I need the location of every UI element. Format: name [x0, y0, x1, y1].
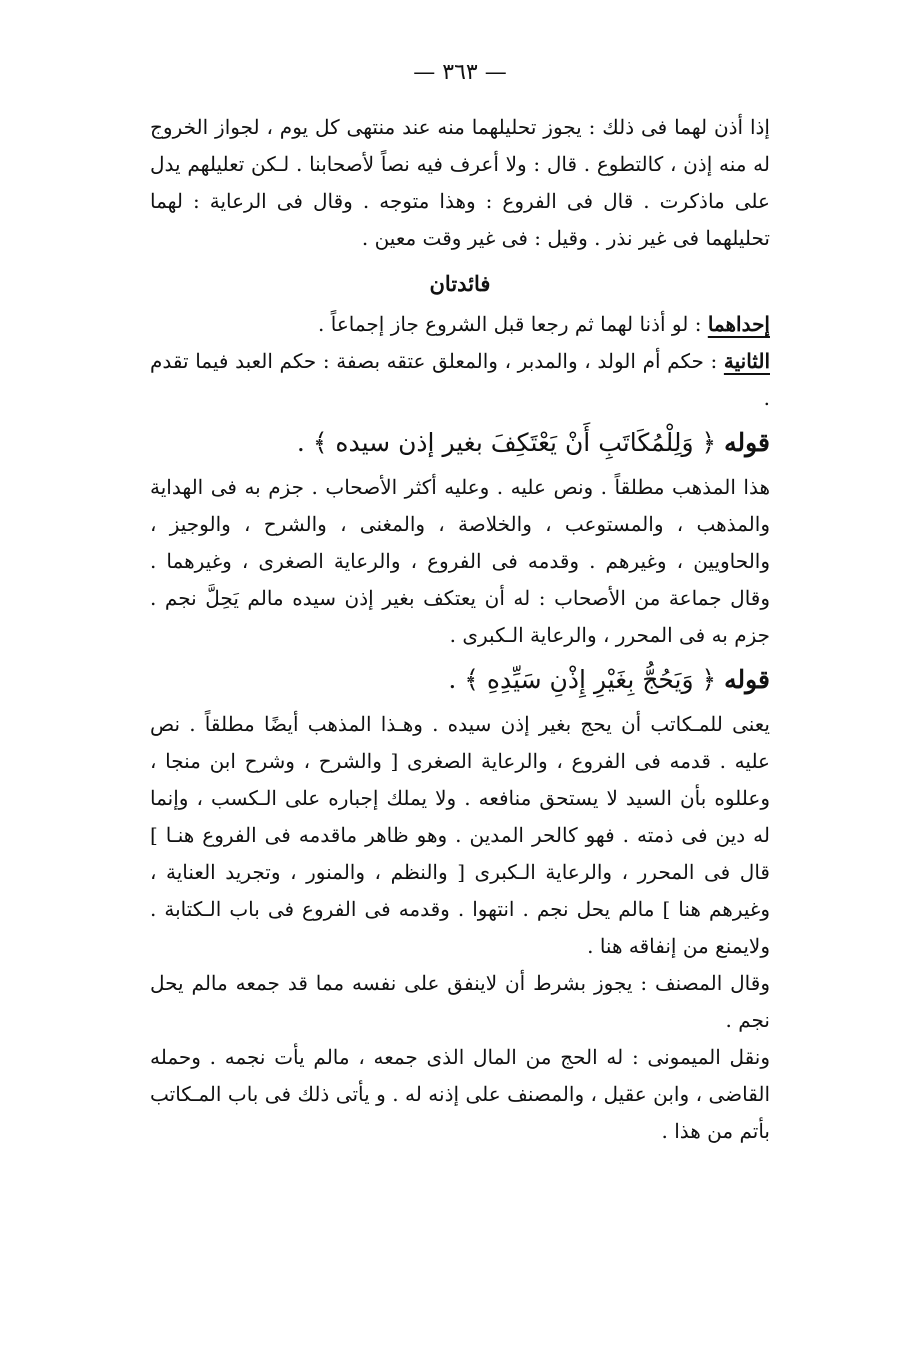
paragraph-itikaf-ruling: هذا المذهب مطلقاً . ونص عليه . وعليه أكثر الأصحاب . جزم به فى الهداية والمذهب ، والمستوعب ، والخلاصة ، والمغنى ، والشرح ، والوجيز ، والحاويين ، وغيرهم . وقدمه فى الفروع ، والرعاية الصغرى ، وغيرهما . وقال جماعة من الأصحاب : له أن يعتكف بغير إذن سيده مالم يَحِلَّ نجم . جزم به فى المحرر ، والرعاية الـكبرى .	[150, 475, 770, 647]
benefit-first	[150, 306, 770, 343]
quote-mukatab-itikaf-text: ﴿ وَلِلْمُكَاتَبِ أَنْ يَعْتَكِفَ بغير إذن سيده ﴾ .	[296, 428, 717, 457]
quote-mukatab-itikaf-lead: قوله	[724, 428, 770, 457]
page-body	[150, 60, 770, 1150]
section-heading-fawaid: فائدتان	[429, 271, 491, 296]
benefit-second	[150, 343, 770, 417]
benefit-second-text: : حكم أم الولد ، والمدبر ، والمعلق عتقه بصفة : حكم العبد فيما تقدم .	[150, 349, 770, 410]
benefit-first-lead: إحداهما	[707, 312, 770, 336]
quote-mukatab-hajj-text: ﴿ وَيَحُجُّ بِغَيْرِ إِذْنِ سَيِّدِهِ ﴾ .	[448, 665, 717, 694]
paragraph-musannif: وقال المصنف : يجوز بشرط أن لاينفق على نفسه مما قد جمعه مالم يحل نجم .	[150, 971, 770, 1032]
benefit-first-text: : لو أذنا لهما ثم رجعا قبل الشروع جاز إجماعاً .	[318, 312, 702, 336]
quote-mukatab-hajj	[150, 654, 770, 706]
paragraph-intro: إذا أذن لهما فى ذلك : يجوز تحليلهما منه عند منتهى كل يوم ، لجواز الخروج له منه إذن ، كالتطوع . قال : ولا أعرف فيه نصاً لأصحابنا . لـكن تعليلهم يدل على ماذكرت . قال فى الفروع : وهذا متوجه . وقال فى الرعاية : لهما تحليلهما فى غير نذر . وقيل : فى غير وقت معين .	[150, 115, 770, 250]
quote-mukatab-hajj-lead: قوله	[724, 665, 770, 694]
paragraph-maymuni: ونقل الميمونى : له الحج من المال الذى جمعه ، مالم يأت نجمه . وحمله القاضى ، وابن عقيل ، والمصنف على إذنه له . و يأتى ذلك فى باب المـكاتب بأتم من هذا .	[150, 1045, 770, 1143]
benefit-second-lead: الثانية	[723, 349, 770, 373]
page-number: — ٣٦٣ —	[413, 60, 507, 85]
quote-mukatab-itikaf	[150, 417, 770, 469]
paragraph-hajj-ruling: يعنى للمـكاتب أن يحج بغير إذن سيده . وهـذا المذهب أيضًا مطلقاً . نص عليه . قدمه فى الفروع ، والرعاية الصغرى [ والشرح ، وشرح ابن منجا ، وعللوه بأن السيد لا يستحق منافعه . ولا يملك إجباره على الـكسب ، وإنما له دين فى ذمته . فهو كالحر المدين . وهو ظاهر ماقدمه فى الفروع هنـا ] قال فى المحرر ، والرعاية الـكبرى [ والنظم ، والمنور ، وتجريد العناية ، وغيرهم هنا ] مالم يحل نجم . انتهوا . وقدمه فى الفروع فى باب الـكتابة . ولايمنع من إنفاقه هنا .	[150, 712, 770, 958]
